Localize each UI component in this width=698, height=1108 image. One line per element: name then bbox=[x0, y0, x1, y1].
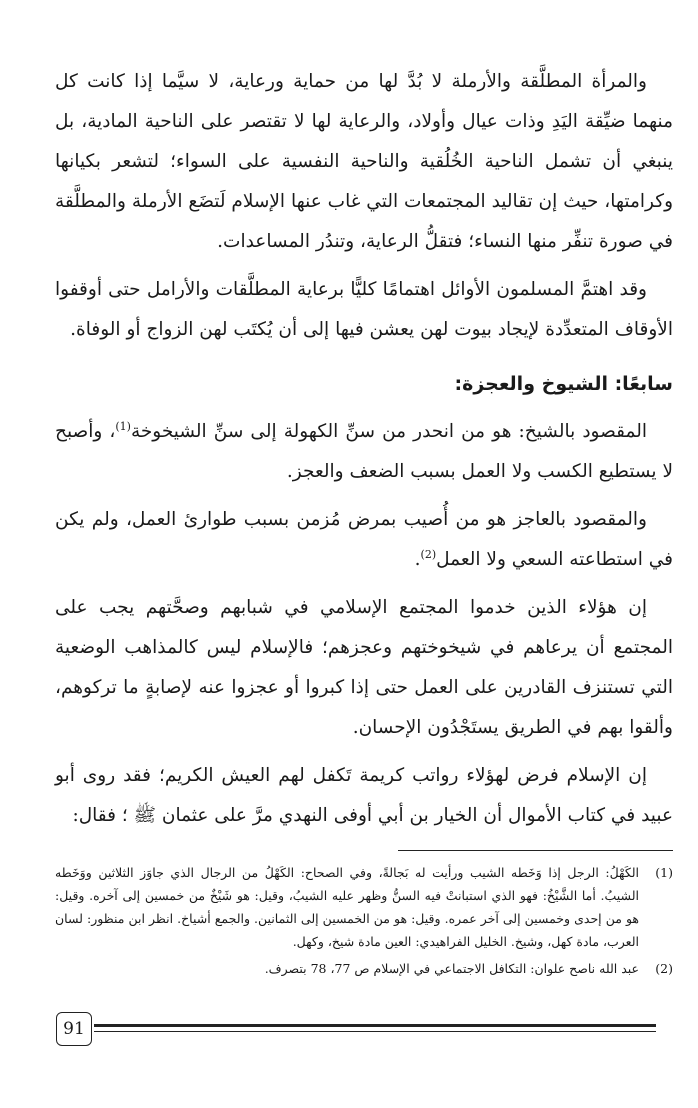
paragraph-text: ، وأصبح لا يستطيع الكسب ولا العمل بسبب الضعف والعجز. bbox=[55, 421, 673, 482]
footnote-ref-2[interactable]: (2) bbox=[420, 547, 437, 561]
paragraph-widows-care: والمرأة المطلَّقة والأرملة لا بُدَّ لها من حماية ورعاية، لا سيَّما إذا كانت كل منهما ضيِّقة اليَدِ وذات عيال وأولاد، والرعاية لها لا تقتصر على الناحية المادية، بل ينبغي أن تشمل الناحية الخُلُقية والناحية النفسية على السواء؛ لتشعر بكيانها وكرامتها، حيث إن تقاليد المجتمعات التي غاب عنها الإسلام لَتضَع الأرملة والمطلَّقة في صورة تنفِّر منها النساء؛ فتقلُّ الرعاية، وتندُر المساعدات. bbox=[55, 71, 673, 252]
page-number: 91 bbox=[56, 1012, 92, 1046]
paragraph-society-duty: إن هؤلاء الذين خدموا المجتمع الإسلامي في شبابهم وصحَّتهم يجب على المجتمع أن يرعاهم في شيخوختهم وعجزهم؛ فالإسلام ليس كالمذاهب الوضعية التي تستنزف القادرين على العمل حتى إذا كبروا أو عجزوا عنه لإصابةٍ ما تركوهم، وألقوا بهم في الطريق يستَجْدُون الإحسان. bbox=[55, 597, 673, 738]
footnote-text: عبد الله ناصح علوان: التكافل الاجتماعي في الإسلام ص 77، 78 بتصرف. bbox=[264, 961, 639, 976]
paragraph-text: والمقصود بالعاجز هو من أُصيب بمرض مُزمن بسبب طوارئ العمل، ولم يكن في استطاعته السعي ولا العمل bbox=[55, 509, 673, 570]
footnote-separator bbox=[398, 850, 673, 851]
paragraph-disabled-definition bbox=[55, 500, 673, 580]
paragraph-early-muslims-endowments: وقد اهتمَّ المسلمون الأوائل اهتمامًا كليًّا برعاية المطلَّقات والأرامل حتى أوقفوا الأوقاف المتعدِّدة لإيجاد بيوت لهن يعشن فيها إلى أن يُكتَب لهن الزواج أو الوفاة. bbox=[55, 279, 673, 340]
footnote-ref-1[interactable]: (1) bbox=[115, 419, 131, 433]
page-body bbox=[55, 62, 673, 984]
footnote-number: (2) bbox=[655, 961, 673, 976]
footnote-text: الكَهْلُ: الرجل إذا وَخَطه الشيب ورأيت له بَجالةً، وفي الصحاح: الكَهْلُ من الرجال الذي جاوَز الثلاثين ووَخَطه الشيبُ. أما الشَّيْخُ: فهو الذي استبانتْ فيه السنُّ وظهر عليه الشيبُ، وقيل: هو شَيْخٌ من خمسين إلى آخره. وقيل: هو من إحدى وخمسين إلى آخر عمره. وقيل: هو من الخمسين إلى الثمانين. والجمع أشياخ. انظر ابن منظور: لسان العرب، مادة كهل، وشيخ. الخليل الفراهيدي: العين مادة شيخ، وكهل. bbox=[55, 865, 639, 949]
footnote-1 bbox=[55, 861, 673, 953]
paragraph-text: . bbox=[414, 549, 421, 570]
footer-rule-thin bbox=[94, 1031, 656, 1032]
page-footer bbox=[56, 1012, 656, 1048]
paragraph-text: المقصود بالشيخ: هو من انحدر من سنِّ الكهولة إلى سنِّ الشيخوخة bbox=[130, 421, 647, 442]
paragraph-islam-salaries: إن الإسلام فرض لهؤلاء رواتب كريمة تَكفل لهم العيش الكريم؛ فقد روى أبو عبيد في كتاب الأموال أن الخيار بن أبي أوفى النهدي مرَّ على عثمان ﷺ ؛ فقال: bbox=[55, 765, 673, 826]
footnote-number: (1) bbox=[655, 865, 673, 880]
paragraph-elderly-definition bbox=[55, 412, 673, 492]
footnote-2 bbox=[55, 957, 673, 980]
footer-rule bbox=[94, 1024, 656, 1027]
section-heading-elderly: سابعًا: الشيوخ والعجزة: bbox=[454, 373, 673, 395]
